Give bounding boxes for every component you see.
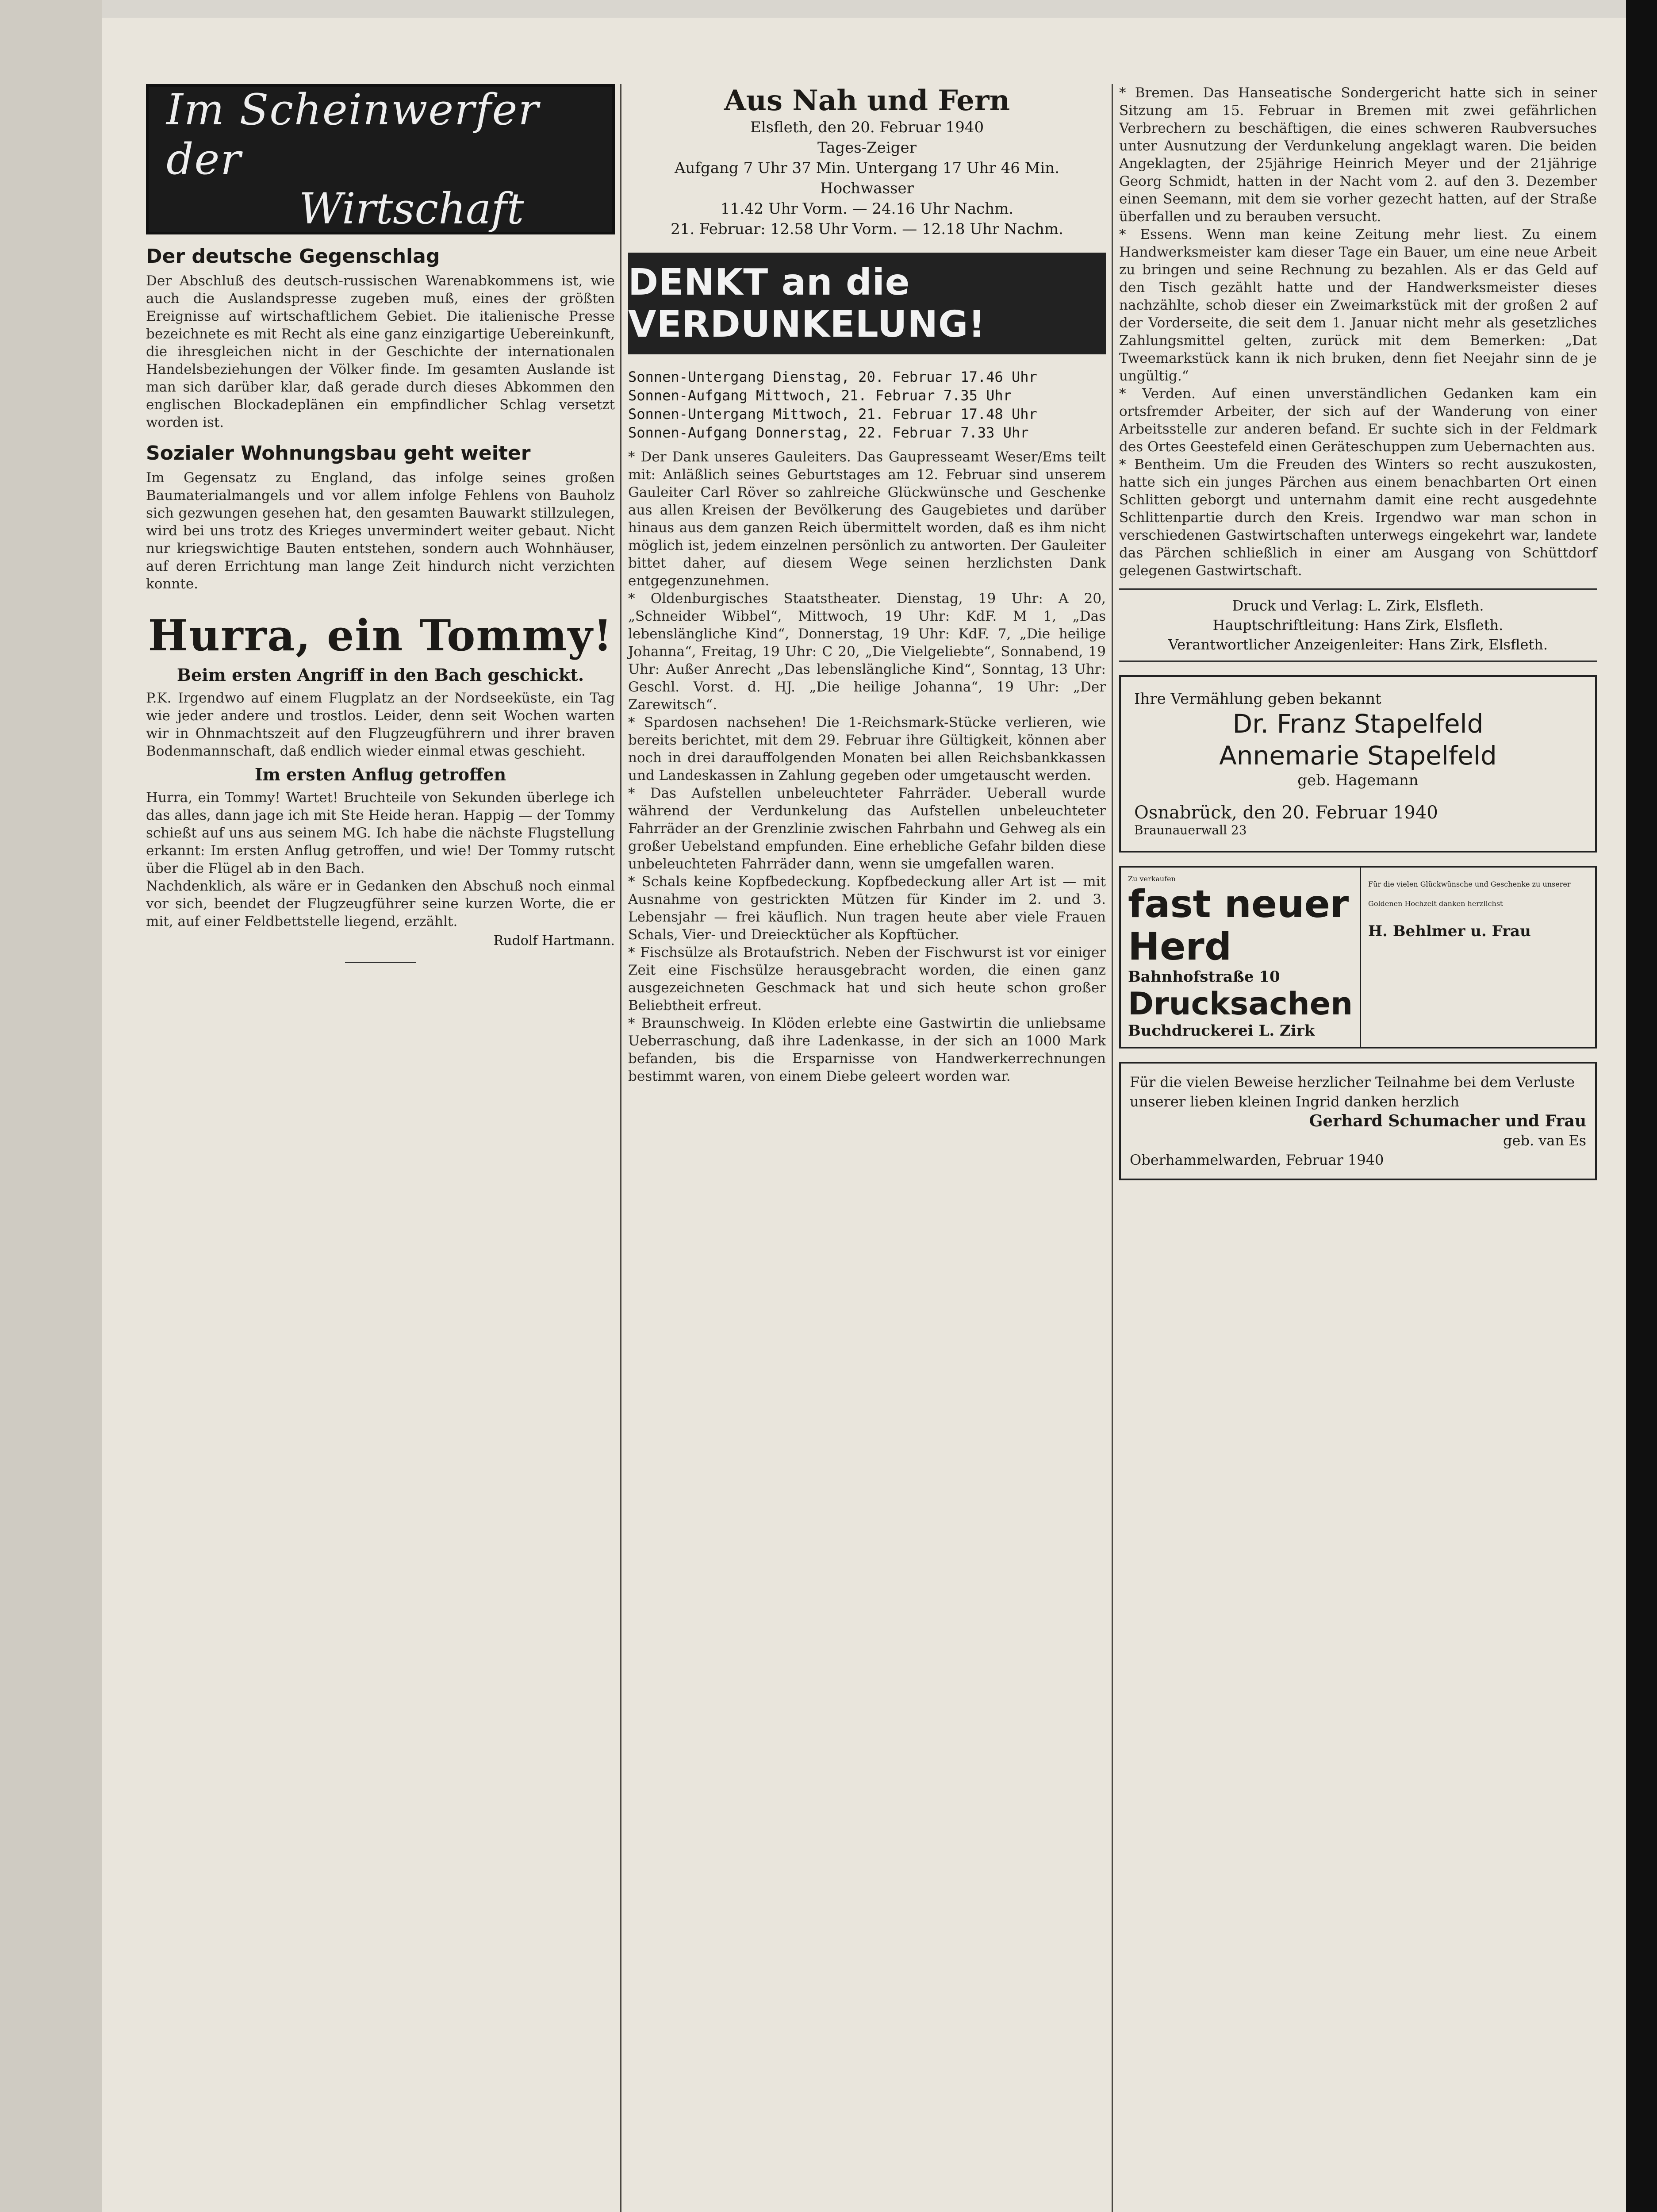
tide-title: Hochwasser xyxy=(820,180,914,197)
imprint-line: Hauptschriftleitung: Hans Zirk, Elsfleth. xyxy=(1212,617,1504,634)
imprint-line: Verantwortlicher Anzeigenleiter: Hans Zirk, Elsfleth. xyxy=(1168,636,1548,653)
dank-text: Für die vielen Beweise herzlicher Teilnahme bei dem Verluste unserer lieben kleinen Ingrid danken herzlich xyxy=(1130,1074,1575,1110)
column-rule xyxy=(620,84,621,2212)
news-item: * Braunschweig. In Klöden erlebte eine Gastwirtin die unliebsame Ueberraschung, daß ihre Ladenkasse, in der sich an 1000 Mark befanden, bis die Ersparnisse von Handwerkerrechnungen bestimmt waren, von einem Diebe geleert worden war. xyxy=(628,1015,1106,1084)
news-item: * Verden. Auf einen unverständlichen Gedanken kam ein ortsfremder Arbeiter, der sich auf der Wanderung von einer Arbeitsstelle zur anderen befand. Er suchte sich in der Feldmark des Ortes Geestefeld einen Geräteschuppen zum Uebernachten aus. xyxy=(1119,386,1597,455)
print-ad: Drucksachen xyxy=(1128,986,1353,1022)
thanks-signature: H. Behlmer u. Frau xyxy=(1368,922,1531,940)
headline: Hurra, ein Tommy! xyxy=(148,611,613,661)
article-heading: Sozialer Wohnungsbau geht weiter xyxy=(146,442,531,465)
column-rule xyxy=(1112,84,1113,2212)
news-item: * Bremen. Das Hanseatische Sondergericht hatte sich in seiner Sitzung am 15. Februar in Bremen mit zwei gefährlichen Verbrechern zu beschäftigen, die eines schweren Raubversuches unter Ausnutzung der Verdunkelung angeklagt waren. Die beiden Angeklagten, der 25jährige Heinrich Meyer und der 21jährige Georg Schmidt, hatten in der Nacht vom 2. auf den 3. Dezember einen Seemann, mit dem sie vorher gezecht hatten, auf der Straße überfallen und zu berauben versucht. xyxy=(1119,85,1597,225)
sale-item: fast neuer Herd xyxy=(1128,882,1349,969)
ad-born: geb. Hagemann xyxy=(1297,772,1419,789)
blackout-banner: DENKT an die VERDUNKELUNG! xyxy=(628,253,1106,354)
dank-signature: Gerhard Schumacher und Frau xyxy=(1309,1112,1586,1130)
sun-table-row: Sonnen-Untergang Dienstag, 20. Februar 17.46 Uhr xyxy=(628,369,1037,385)
ad-intro: Ihre Vermählung geben bekannt xyxy=(1134,690,1381,708)
sale-ad xyxy=(1121,868,1361,1047)
thanks-text: Für die vielen Glückwünsche und Geschenke zu unserer Goldenen Hochzeit danken herzlichst xyxy=(1368,880,1571,908)
news-item: * Spardosen nachsehen! Die 1-Reichsmark-Stücke verlieren, wie bereits berichtet, mit dem 29. Februar ihre Gültigkeit, können aber noch in drei darauffolgenden Monaten bei allen Reichsbankkassen und Landeskassen in Zahlung gegeben oder umgetauscht werden. xyxy=(628,714,1106,783)
ad-name: Dr. Franz Stapelfeld xyxy=(1232,709,1484,739)
condolence-thanks xyxy=(1119,1062,1597,1180)
sun-times: Aufgang 7 Uhr 37 Min. Untergang 17 Uhr 46 Min. xyxy=(674,159,1060,177)
news-item: * Essens. Wenn man keine Zeitung mehr liest. Zu einem Handwerksmeister kam dieser Tage ein Bauer, um eine neue Arbeit zu bringen und seine Rechnung zu bezahlen. Als er das Geld auf den Tisch gezählt hatte und der Handwerksmeister dieses nachzählte, schob dieser ein Zweimarkstück mit der großen 2 auf der Vorderseite, die seit dem 1. Januar nicht mehr als gesetzliches Zahlungsmittel gelten, zurück mit dem Bemerken: „Dat Tweemarkstück kann ik nich bruken, denn fiet Neejahr sinn de je ungültig.“ xyxy=(1119,227,1597,384)
news-item: * Oldenburgisches Staatstheater. Dienstag, 19 Uhr: A 20, „Schneider Wibbel“, Mittwoch, 19 Uhr: KdF. M 1, „Das lebenslängliche Kind“, Donnerstag, 19 Uhr: KdF. 7, „Die heilige Johanna“, Freitag, 19 Uhr: C 20, „Die Vielgeliebte“, Sonnabend, 19 Uhr: Außer Anrecht „Das lebenslängliche Kind“, Sonntag, 13 Uhr: Geschl. Vorst. d. HJ. „Die heilige Johanna“, 19 Uhr: „Der Zarewitsch“. xyxy=(628,591,1106,713)
article-text: P.K. Irgendwo auf einem Flugplatz an der Nordseeküste, ein Tag wie jeder andere und trostlos. Leider, denn seit Wochen warten wir in Ohnmachtszeit auf den Flugzeugführern und ihrer braven Bodenmannschaft, daß endlich wieder einmal etwas geschieht. xyxy=(146,690,615,759)
imprint-line: Druck und Verlag: L. Zirk, Elsfleth. xyxy=(1232,597,1484,614)
tides-title: Tages-Zeiger xyxy=(817,139,917,157)
sun-table-row: Sonnen-Aufgang Donnerstag, 22. Februar 7.33 Uhr xyxy=(628,424,1029,441)
print-shop: Buchdruckerei L. Zirk xyxy=(1128,1022,1315,1040)
scan-edge-dark xyxy=(1626,0,1657,2212)
wedding-announcement xyxy=(1119,675,1597,853)
ad-name: Annemarie Stapelfeld xyxy=(1219,741,1497,771)
imprint xyxy=(1119,588,1597,662)
thanks-ad xyxy=(1361,868,1595,1047)
article-heading: Der deutsche Gegenschlag xyxy=(146,245,440,268)
sun-table-row: Sonnen-Untergang Mittwoch, 21. Februar 17.48 Uhr xyxy=(628,406,1037,422)
banner-line: Wirtschaft xyxy=(299,184,524,234)
subheadline: Im ersten Anflug getroffen xyxy=(254,764,506,784)
classified-ads xyxy=(1119,866,1597,1048)
news-item: * Das Aufstellen unbeleuchteter Fahrräder. Ueberall wurde während der Verdunkelung das Aufstellen unbeleuchteter Fahrräder an der Grenzlinie zwischen Fahrbahn und Gehweg als ein großer Uebelstand empfunden. Eine erhebliche Gefahr bilden diese unbeleuchteten Fahrräder dann, wenn sie umgefallen waren. xyxy=(628,785,1106,872)
article-text: Der Abschluß des deutsch-russischen Warenabkommens ist, wie auch die Auslandspresse zugeben muß, eines der größten Ereignisse auf wirtschaftlichem Gebiet. Die italienische Presse bezeichnete es mit Recht als eine ganz einzigartige Uebereinkunft, die ihresgleichen nicht in der Geschichte der internationalen Handelsbeziehungen der Völker finde. Im gesamten Auslande ist man sich darüber klar, daß gerade durch dieses Abkommen den englischen Blockadeplänen ein empfindlicher Schlag versetzt worden ist. xyxy=(146,273,615,430)
sale-address: Bahnhofstraße 10 xyxy=(1128,968,1280,986)
news-item: * Schals keine Kopfbedeckung. Kopfbedeckung aller Art ist — mit Ausnahme von gestrickten Mützen für Kinder im 2. und 3. Lebensjahr — frei käuflich. Nun tragen heute aber viele Frauen Schals, Vier- und Dreiecktücher als Kopftücher. xyxy=(628,874,1106,943)
article-text: Hurra, ein Tommy! Wartet! Bruchteile von Sekunden überlege ich das alles, dann jage ich mit Ste Heide heran. Happig — der Tommy schießt auf uns aus seinem MG. Ich habe die nächste Flugstellung erkannt: Im ersten Anflug getroffen, und wie! Der Tommy rutscht über die Flügel ab in den Bach. xyxy=(146,790,615,876)
banner-line: Im Scheinwerfer der xyxy=(166,85,540,184)
tide-times: 11.42 Uhr Vorm. — 24.16 Uhr Nachm. xyxy=(720,200,1014,218)
news-item: * Bentheim. Um die Freuden des Winters so recht auszukosten, hatte sich ein junges Pärchen aus einem benachbarten Ort einen Schlitten geborgt und unternahm damit eine recht ausgedehnte Schlittenpartie durch den Kreis. Irgendwo war man schon in verschiedenen Gastwirtschaften unterwegs eingekehrt war, landete das Pärchen schließlich in einer am Ausgang von Schüttdorf gelegenen Gastwirtschaft. xyxy=(1119,457,1597,579)
article-text: Im Gegensatz zu England, das infolge seines großen Baumaterialmangels und vor allem infolge Fehlens von Bauholz sich gezwungen gesehen hat, den gesamten Bauwarkt stillzulegen, wird bei uns trotz des Krieges unvermindert weiter gebaut. Nicht nur kriegswichtige Bauten entstehen, sondern auch Wohnhäuser, auf deren Errichtung man lange Zeit hindurch nicht verzichten konnte. xyxy=(146,470,615,592)
column-local-news xyxy=(628,84,1106,1085)
dateline: Elsfleth, den 20. Februar 1940 xyxy=(750,119,984,136)
section-title: Aus Nah und Fern xyxy=(724,84,1010,117)
newspaper-page xyxy=(102,18,1641,2212)
ad-address: Braunauerwall 23 xyxy=(1134,823,1247,837)
article-text: Nachdenklich, als wäre er in Gedanken den Abschuß noch einmal vor sich, beendet der Flugzeugführer seine kurzen Worte, die er mit, auf einer Feldbettstelle liegend, erzählt. xyxy=(146,878,615,929)
divider xyxy=(345,962,416,963)
author-signature: Rudolf Hartmann. xyxy=(493,933,615,949)
scan-margin xyxy=(0,0,102,2212)
column-economy xyxy=(146,84,615,976)
column-regional-news xyxy=(1119,84,1597,1180)
sun-table-row: Sonnen-Aufgang Mittwoch, 21. Februar 7.35 Uhr xyxy=(628,387,1012,404)
news-item: * Fischsülze als Brotaufstrich. Neben der Fischwurst ist vor einiger Zeit eine Fischsülze herausgebracht worden, die einen ganz ausgezeichneten Geschmack hat und sich heute schon großer Beliebtheit erfreut. xyxy=(628,945,1106,1014)
section-banner xyxy=(146,84,615,234)
dank-born: geb. van Es xyxy=(1503,1132,1586,1149)
ad-date: Osnabrück, den 20. Februar 1940 xyxy=(1134,803,1438,823)
news-item: * Der Dank unseres Gauleiters. Das Gaupresseamt Weser/Ems teilt mit: Anläßlich seines Geburtstages am 12. Februar sind unserem Gauleiter Carl Röver so zahlreiche Glückwünsche und Geschenke aus allen Kreisen der Bevölkerung des Gaugebietes und darüber hinaus aus dem ganzen Reich übermittelt worden, daß es ihm nicht möglich ist, jedem einzelnen persönlich zu antworten. Der Gauleiter bittet daher, auf diesem Wege seinen herzlichsten Dank entgegenzunehmen. xyxy=(628,449,1106,589)
tide-times: 21. Februar: 12.58 Uhr Vorm. — 12.18 Uhr Nachm. xyxy=(671,220,1063,238)
dank-place: Oberhammelwarden, Februar 1940 xyxy=(1130,1152,1384,1168)
sale-label: Zu verkaufen xyxy=(1128,875,1176,883)
subheadline: Beim ersten Angriff in den Bach geschickt. xyxy=(176,665,584,685)
